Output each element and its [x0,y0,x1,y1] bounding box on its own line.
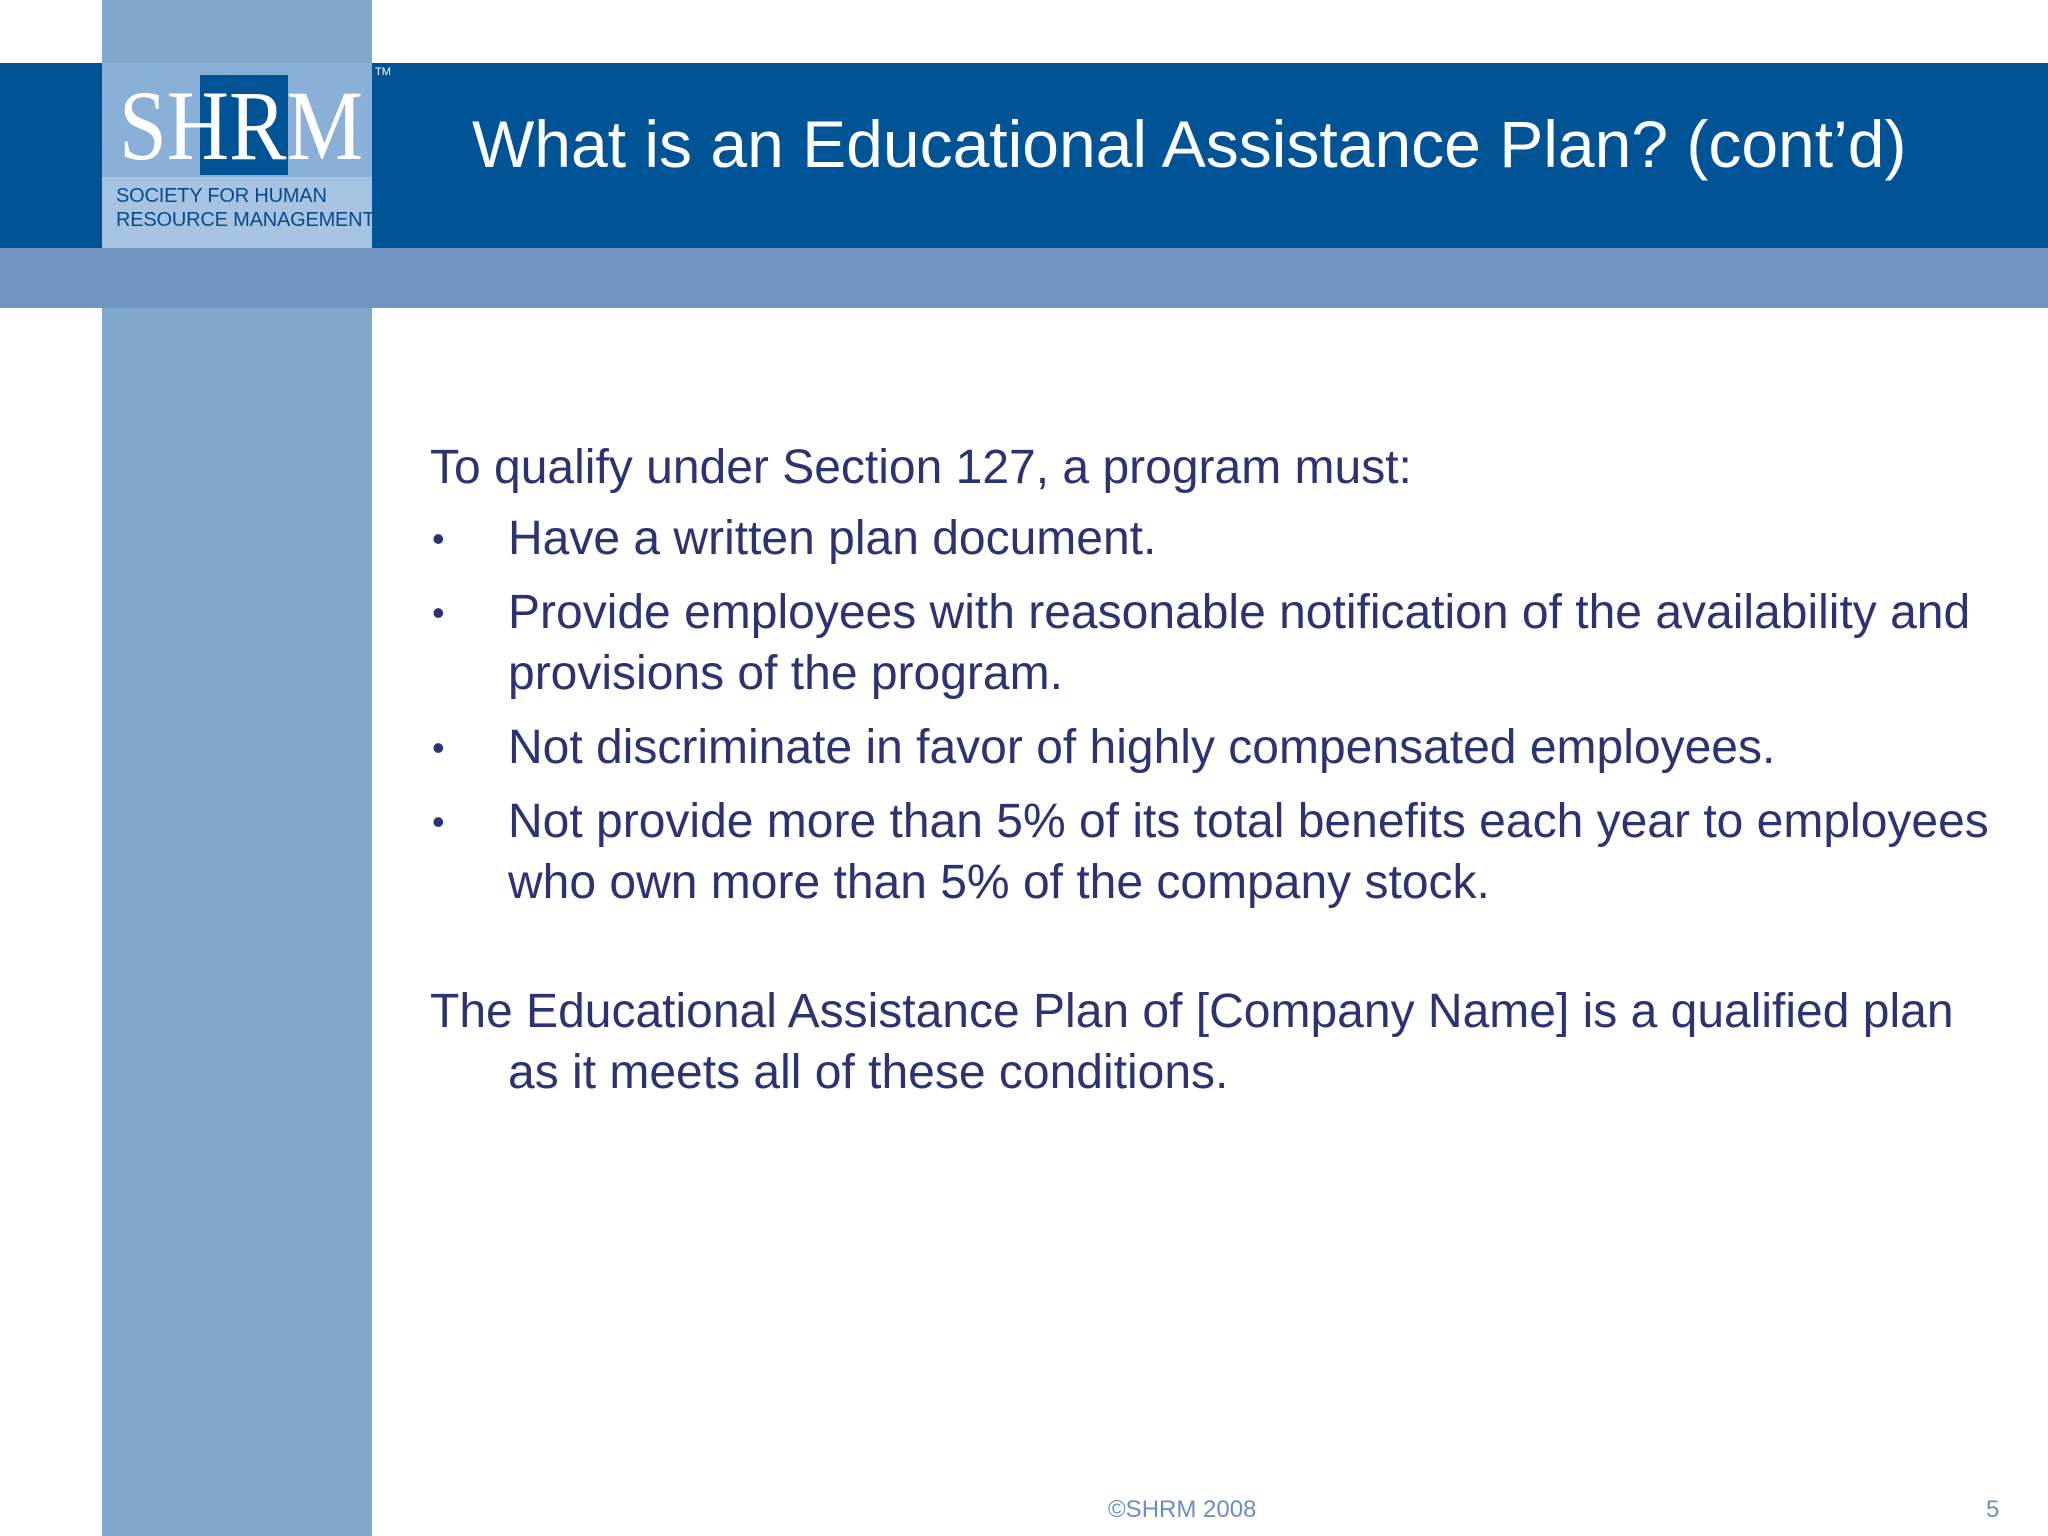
logo-subtitle-line-1: SOCIETY FOR HUMAN [116,185,327,207]
slide-content [430,437,1990,1103]
page-number: 5 [1986,1496,2000,1523]
list-item-text: Not discriminate in favor of highly compensated employees. [508,721,1776,774]
bullet-icon: • [432,801,445,842]
list-item-text: Provide employees with reasonable notification of the availability and provisions of the program. [508,586,1971,700]
closing-text: The Educational Assistance Plan of [Company Name] is a qualified plan as it meets all of these conditions. [430,985,1954,1099]
intro-text: To qualify under Section 127, a program must: [430,441,1412,494]
list-item [430,582,1990,704]
bullet-icon: • [432,518,445,559]
requirements-list [430,508,1990,913]
logo-subtitle-line-2: RESOURCE MANAGEMENT [116,209,375,231]
footer-copyright: ©SHRM 2008 [1108,1496,1257,1523]
list-item [430,717,1990,778]
list-item [430,508,1990,569]
list-item [430,791,1990,913]
bullet-icon: • [432,727,445,768]
bullet-icon: • [432,592,445,633]
subheader-bar [0,248,2048,308]
logo-trademark: TM [375,66,391,78]
logo-wordmark-text: SHRM [119,75,363,175]
logo-wordmark [116,75,366,175]
list-item-text: Have a written plan document. [508,512,1157,565]
list-item-text: Not provide more than 5% of its total benefits each year to employees who own more than 5% of the company stock. [508,795,1989,909]
shrm-logo [102,63,391,248]
slide-title: What is an Educational Assistance Plan? (cont’d) [472,107,1907,181]
